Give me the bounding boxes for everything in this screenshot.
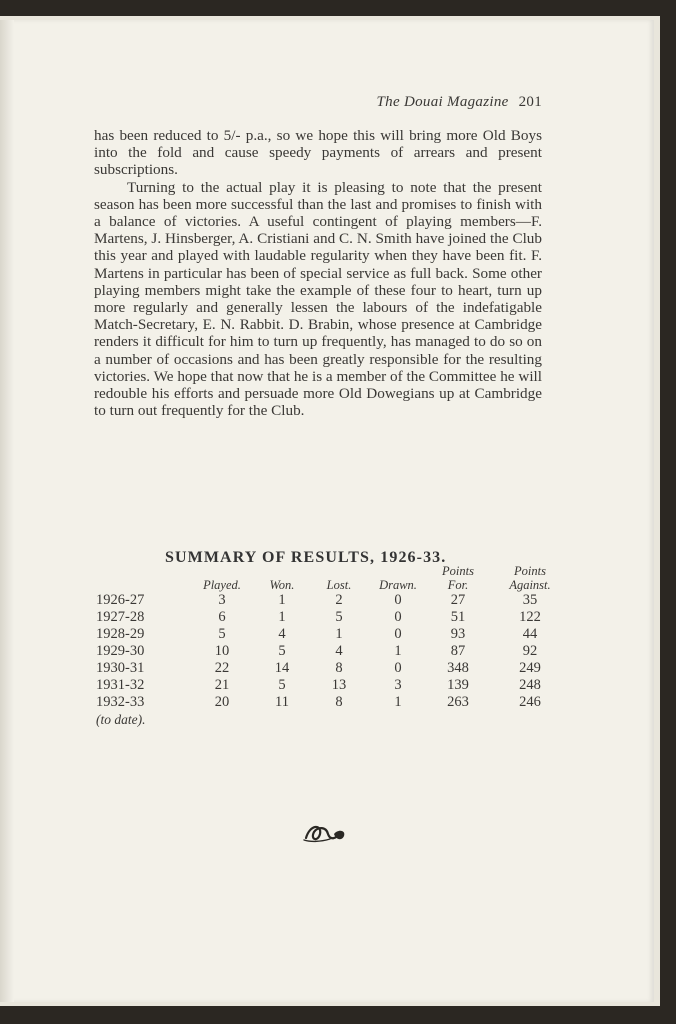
header-won: Won. [269, 578, 295, 592]
header-played: Played. [203, 578, 241, 592]
cell-season: 1930-31 [96, 660, 145, 676]
table-row [96, 660, 570, 677]
header-drawn: Drawn. [379, 578, 417, 592]
cell-season: 1928-29 [96, 626, 145, 642]
cell-played: 3 [218, 592, 226, 608]
cell-for: 51 [450, 609, 466, 625]
cell-lost: 1 [335, 626, 343, 642]
cell-won: 5 [278, 643, 286, 659]
header-points-for: Points For. [442, 564, 474, 592]
cell-won: 1 [278, 592, 286, 608]
cell-season: 1932-33 [96, 694, 145, 710]
cell-for: 263 [447, 694, 469, 710]
cell-drawn: 1 [394, 643, 402, 659]
cell-for: 139 [447, 677, 469, 693]
cell-won: 14 [274, 660, 290, 676]
cell-drawn: 0 [394, 592, 402, 608]
cell-drawn: 0 [394, 626, 402, 642]
cell-against: 249 [519, 660, 541, 676]
cell-against: 44 [522, 626, 538, 642]
table-header-row [96, 564, 570, 592]
cell-played: 22 [214, 660, 230, 676]
cell-played: 20 [214, 694, 230, 710]
table-row [96, 592, 570, 609]
cell-lost: 8 [335, 694, 343, 710]
cell-played: 21 [214, 677, 230, 693]
cell-season: 1931-32 [96, 677, 145, 693]
header-points-against: Points Against. [509, 564, 551, 592]
cell-drawn: 3 [394, 677, 402, 693]
cell-against: 248 [519, 677, 541, 693]
cell-season: 1929-30 [96, 643, 145, 659]
cell-for: 93 [450, 626, 466, 642]
cell-against: 246 [519, 694, 541, 710]
cell-lost: 4 [335, 643, 343, 659]
results-table [96, 564, 570, 728]
cell-against: 92 [522, 643, 538, 659]
cell-played: 6 [218, 609, 226, 625]
cell-season: 1927-28 [96, 609, 145, 625]
table-row [96, 694, 570, 711]
table-row [96, 609, 570, 626]
cell-won: 4 [278, 626, 286, 642]
cell-season: 1926-27 [96, 592, 145, 608]
cell-lost: 2 [335, 592, 343, 608]
cell-lost: 13 [331, 677, 347, 693]
table-row [96, 643, 570, 660]
header-lost: Lost. [326, 578, 352, 592]
paragraph: has been reduced to 5/- p.a., so we hope this will bring more Old Boys into the fold and cause speedy payments of arrears and present subscriptions. [94, 127, 542, 179]
paragraph: Turning to the actual play it is pleasing to note that the present season has been more successful than the last and promises to finish with a balance of victories. A useful contingent of playing members—F. Martens, J. Hinsberger, A. Cristiani and C. N. Smith have joined the Club this year and played with laudable regularity when they have been fit. F. Martens in particular has been of special service as full back. Some other playing members might take the example of these four to heart, turn up more regularly and generally lessen the labours of the indefatigable Match-Secretary, E. N. Rabbit. D. Brabin, whose presence at Cambridge renders it difficult for him to turn up frequently, has managed to do so on a number of occasions and has been greatly responsible for the resulting victories. We hope that now that he is a member of the Committee he will redouble his efforts and persuade more Old Dowegians up at Cambridge to turn out frequently for the Club. [94, 178, 542, 420]
cell-drawn: 1 [394, 694, 402, 710]
fleuron-ornament-icon [300, 820, 348, 846]
cell-lost: 5 [335, 609, 343, 625]
page-gutter [0, 20, 14, 1002]
cell-played: 5 [218, 626, 226, 642]
article-body [94, 127, 542, 419]
cell-against: 35 [522, 592, 538, 608]
summary-title: SUMMARY OF RESULTS, 1926-33. [165, 549, 447, 566]
cell-for: 348 [447, 660, 469, 676]
cell-played: 10 [214, 643, 230, 659]
page-number: 201 [518, 94, 542, 110]
cell-lost: 8 [335, 660, 343, 676]
cell-against: 122 [519, 609, 541, 625]
running-head [94, 94, 542, 111]
to-date-note: (to date). [96, 712, 146, 727]
cell-drawn: 0 [394, 609, 402, 625]
cell-drawn: 0 [394, 660, 402, 676]
cell-for: 87 [450, 643, 466, 659]
table-row [96, 677, 570, 694]
cell-won: 5 [278, 677, 286, 693]
cell-for: 27 [450, 592, 466, 608]
cell-won: 1 [278, 609, 286, 625]
cell-won: 11 [275, 694, 289, 710]
footnote-row [96, 711, 570, 728]
table-row [96, 626, 570, 643]
magazine-title: The Douai Magazine [376, 94, 509, 110]
